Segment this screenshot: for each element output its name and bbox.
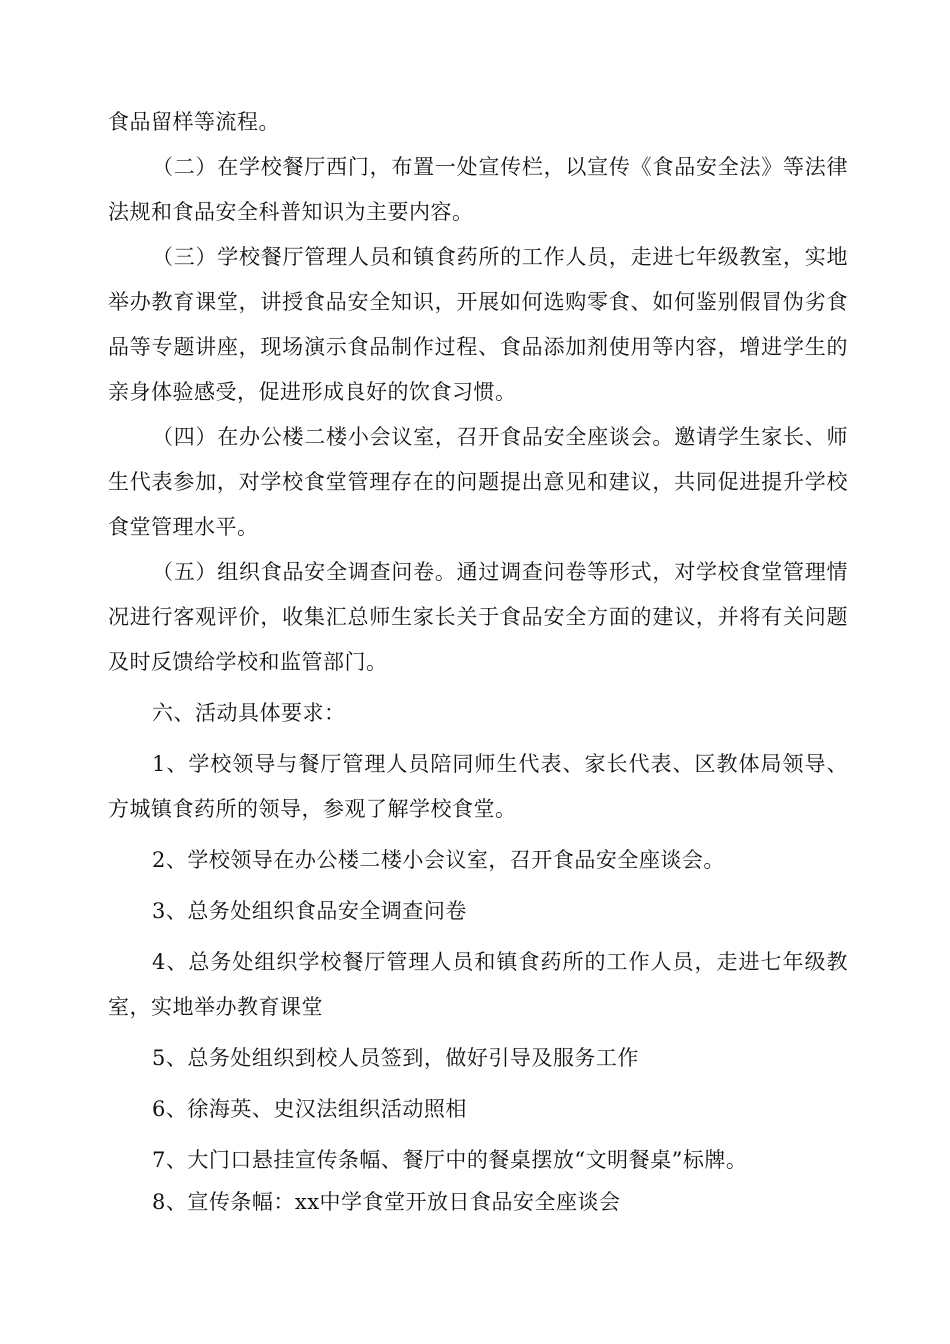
requirement-6: 6、徐海英、史汉法组织活动照相 bbox=[152, 1097, 467, 1121]
paragraph-continuation: 食品留样等流程。 bbox=[108, 110, 280, 134]
requirement-8: 8、宣传条幅：xx中学食堂开放日食品安全座谈会 bbox=[152, 1190, 621, 1214]
paragraph-item-2: （二）在学校餐厅西门，布置一处宣传栏，以宣传《食品安全法》等法律法规和食品安全科普知识为主要内容。 bbox=[108, 155, 848, 224]
section-heading-requirements: 六、活动具体要求： bbox=[152, 701, 346, 725]
requirement-7: 7、大门口悬挂宣传条幅、餐厅中的餐桌摆放“文明餐桌”标牌。 bbox=[152, 1148, 748, 1172]
document-body bbox=[108, 100, 848, 1221]
paragraph-item-5: （五）组织食品安全调查问卷。通过调查问卷等形式，对学校食堂管理情况进行客观评价，收集汇总师生家长关于食品安全方面的建议，并将有关问题及时反馈给学校和监管部门。 bbox=[108, 560, 848, 674]
requirement-1: 1、学校领导与餐厅管理人员陪同师生代表、家长代表、区教体局领导、方城镇食药所的领导，参观了解学校食堂。 bbox=[108, 752, 848, 821]
requirement-4: 4、总务处组织学校餐厅管理人员和镇食药所的工作人员，走进七年级教室，实地举办教育课堂 bbox=[108, 950, 848, 1019]
paragraph-item-4: （四）在办公楼二楼小会议室，召开食品安全座谈会。邀请学生家长、师生代表参加，对学校食堂管理存在的问题提出意见和建议，共同促进提升学校食堂管理水平。 bbox=[108, 425, 848, 539]
paragraph-item-3: （三）学校餐厅管理人员和镇食药所的工作人员，走进七年级教室，实地举办教育课堂，讲授食品安全知识，开展如何选购零食、如何鉴别假冒伪劣食品等专题讲座，现场演示食品制作过程、食品添加剂使用等内容，增进学生的亲身体验感受，促进形成良好的饮食习惯。 bbox=[108, 245, 848, 404]
requirement-3: 3、总务处组织食品安全调查问卷 bbox=[152, 899, 467, 923]
requirement-5: 5、总务处组织到校人员签到，做好引导及服务工作 bbox=[152, 1046, 639, 1070]
requirement-2: 2、学校领导在办公楼二楼小会议室，召开食品安全座谈会。 bbox=[152, 848, 725, 872]
